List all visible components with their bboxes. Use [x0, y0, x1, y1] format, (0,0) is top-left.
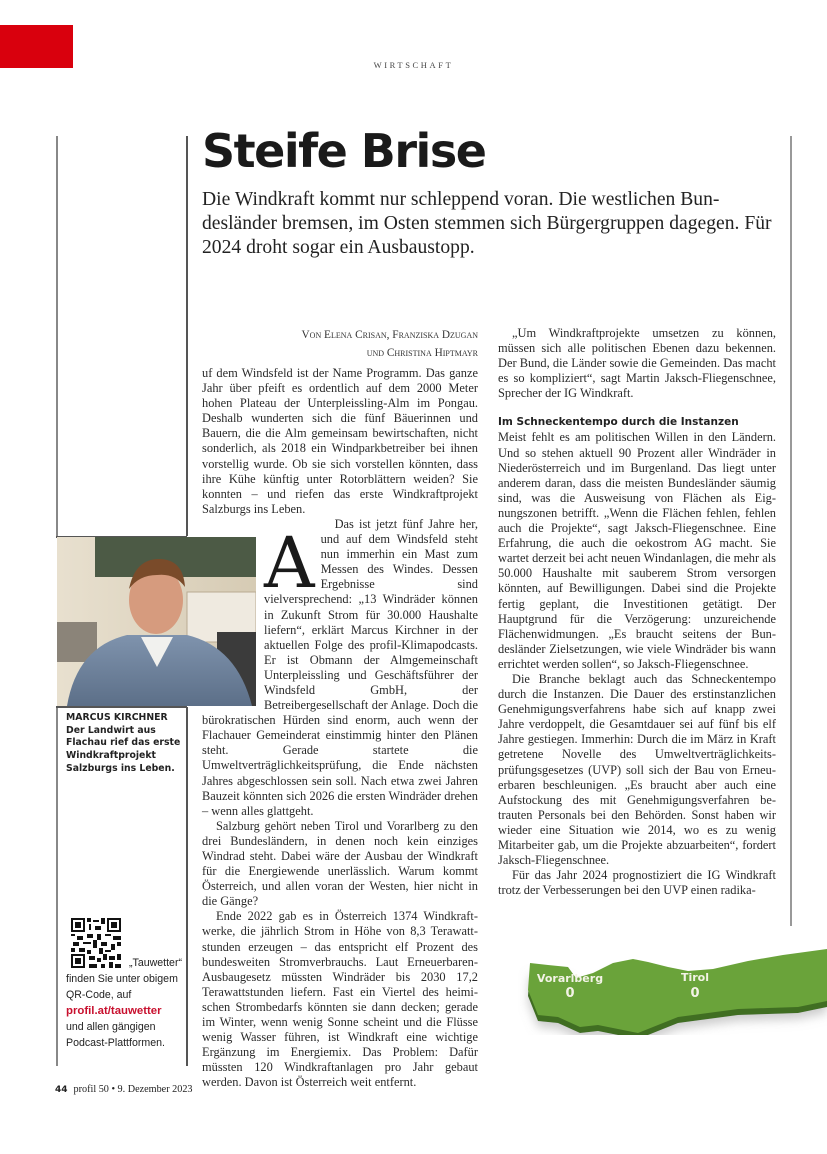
sidebar-rule-right-lower — [186, 707, 188, 1066]
issue-info: profil 50 • 9. Dezember 2023 — [73, 1084, 193, 1095]
caption-name: MARCUS KIRCHNER — [66, 712, 168, 723]
paragraph: „Um Windkraftprojekte umsetzen zu können, müssen sich alle politischen Ebenen dazu bekennen. Der Bund, die Länder sowie die Gemeinden. Das macht es so kompliziert“, sagt Martin Jaksch-Fliegenschnee, Sprecher der IG Windkraft. — [498, 326, 776, 401]
promo-text-before: finden Sie unter obigem QR-Code, auf — [66, 973, 178, 1001]
paragraph: Das ist jetzt fünf Jahre her, und auf dem Windsfeld steht nun immerhin ein Mast zum Messen des Windes. Dessen Ergebnisse sind vielversprechend: „13 Windräder können in Zukunft Strom für 30.000 Haushalte liefern“, erklärt Marcus Kirchner in der aktuellen Folge des profil-Klimapodcasts. Er ist Obmann der Almgemeinschaft Unterpleissling und Geschäftsführer der Windsfeld GmbH, der Betreibergesellschaft der Anlage. Doch die bürokratischen Hürden sind enorm, auch wenn der Flachauer Gemeinderat einstimmig hinter den Plänen steht. Gerade startete die Umweltverträglichkeitsprüfung, die Ende nächsten Jahres abgeschlossen sein soll. Nach etwa zwei Jahren Bauzeit könnten sich 2026 die ersten Windräder drehen – wenn alles glattgeht. — [202, 516, 478, 818]
paragraph: Für das Jahr 2024 prognostiziert die IG Windkraft trotz der Verbesserungen bei den UVP einen radika- — [498, 868, 776, 898]
deck: Die Windkraft kommt nur schleppend voran. Die westlichen Bundesländer bremsen, im Osten stemmen sich Bürgergruppen dagegen. Für 2024 droht sogar ein Ausbaustopp. — [202, 189, 772, 258]
byline-line-2: und Christina Hiptmayr — [366, 347, 478, 359]
podcast-link[interactable]: profil.at/tauwetter — [66, 1005, 162, 1017]
map-illustration — [518, 945, 827, 1035]
caption-text: Der Landwirt aus Flachau rief das erste Windkraftprojekt Salzburgs ins Leben. — [66, 724, 181, 774]
paragraph: Ende 2022 gab es in Österreich 1374 Windkraftwerke, die jährlich Strom in Höhe von 8,3 Terawattstunden erzeugen – das entspricht elf Prozent des bundesweiten Stromverbrauchs. Laut Erneuerbaren-Ausbaugesetz müssten Windräder bis 2030 17,2 Terawattstunden liefern. Fast ein Viertel des heimischen Strombedarfs könnten sie dann decken; gerade im Winter, wenn wenig Sonne scheint und die Flüsse wenig Wasser führen, ist Windkraft eine wichtige Ergänzung im Energiemix. Das Problem: Dafür müssten 120 Windkraftanlagen pro Jahr gebaut werden. Davon ist Österreich weit entfernt. — [202, 909, 478, 1090]
photo-bottom-rule — [56, 706, 187, 708]
column-rule-right — [790, 136, 792, 926]
map-value-vorarlberg: 0 — [565, 986, 575, 1001]
sidebar-rule-left-lower — [56, 707, 58, 1066]
photo-caption — [66, 712, 182, 776]
paragraph — [202, 366, 478, 604]
paragraph: Die Branche beklagt auch das Schneckentempo durch die Instanzen. Die Dauer des erstinstanzlichen Genehmigungsverfahrens habe sich auf knapp zwei Jahre verdoppelt, die Gesamtdauer sei auf fünf bis elf Jahre gestiegen. Immerhin: Durch die im März in Kraft getretene Novelle des Umweltverträglichkeitsprüfungsgesetzes (UVP) soll sich der Bau von Erneuerbaren beschleunigen. „Es braucht aber auch eine Aufstockung des mit Genehmigungsverfahren betrauten Personals bei den Behörden. Sonst haben wir wieder eine Situation wie 2014, wo es zu wenig Mitarbeiter gab, um die Projekte abzuarbeiten“, fordert Jaksch-Fliegenschnee. — [498, 671, 776, 868]
portrait-photo — [57, 537, 256, 706]
byline-line-1: Von Elena Crisan, Franziska Dzugan — [301, 329, 478, 341]
portrait-illustration — [57, 537, 256, 706]
promo-text-after: und allen gängigen Podcast-Plattformen. — [66, 1021, 165, 1049]
map-label-vorarlberg: Vorarlberg — [536, 972, 604, 985]
podcast-promo — [66, 955, 182, 1051]
headline: Steife Brise — [202, 124, 486, 178]
podcast-name: „Tauwetter“ — [129, 957, 182, 969]
page-footer — [55, 1084, 193, 1095]
sidebar-rule-left — [56, 136, 58, 536]
byline — [220, 326, 478, 362]
section-label: WIRTSCHAFT — [373, 60, 454, 70]
article-column-1 — [202, 366, 478, 1091]
paragraph-text: uf dem Windsfeld ist der Name Programm. Das ganze Jahr über pfeift es ordentlich auf dem 2000 Meter hohen Plateau der Unterpleissling-Alm im Pongau. Deshalb wunderten sich die fünf Bäuerinnen und Bauern, die die Alm gemeinsam bewirtschaften, nicht sonderlich, als 2018 ein Windparkbetreiber bei ihnen vorstellig wurde. Ob sie sich vorstellen könnten, dass ihre Kühe künftig unter Rotorblättern weiden? Sie konnten – und riefen das erste Windkraftprojekt Salzburgs ins Leben. — [202, 366, 478, 516]
article-column-2 — [498, 326, 776, 898]
subheading: Im Schneckentempo durch die Instanzen — [498, 416, 739, 429]
map-label-tirol: Tirol — [680, 971, 710, 984]
drop-cap: A — [264, 522, 315, 604]
paragraph: Meist fehlt es am politischen Willen in den Ländern. Und so stehen aktuell 90 Prozent aller Windräder in Niederösterreich und im Burgenland. Das liegt unter anderem daran, dass die meisten Bundesländer säumig sind, was die Ausweisung von Flächen als Eignungszonen betrifft. „Wenn die Flächen fehlen, fehlen auch die Projekte“, sagt Jaksch-Fliegenschnee. Eine Erfahrung, die auch die oekostrom AG macht. Sie wartet derzeit bei acht neuen Windanlagen, die mehr als 50.000 Haushalte mit sauberem Strom versorgen könnten, auf Bewilligungen. Dabei sind die Projekte fertig geplant, die Investitionen getätigt. Der Hauptgrund für die Verzögerung: unzureichende Flächenwidmungen. „Es braucht seitens der Bundesländer Zielsetzungen, wie viele Windräder bis wann errichtet werden sollen“, so Jaksch-Fliegenschnee. — [498, 430, 776, 671]
sidebar-rule-right — [186, 136, 188, 536]
page-number: 44 — [55, 1085, 68, 1095]
map-value-tirol: 0 — [690, 986, 700, 1001]
paragraph: Salzburg gehört neben Tirol und Vorarlberg zu den drei Bundesländern, in denen noch kein einziges Windrad steht. Dabei wäre der Ausbau der Windkraft für die Energiewende unerlässlich. Warum kommt Österreich, und allen voran der Westen, hier nicht in die Gänge? — [202, 818, 478, 909]
austria-map — [518, 945, 827, 1035]
